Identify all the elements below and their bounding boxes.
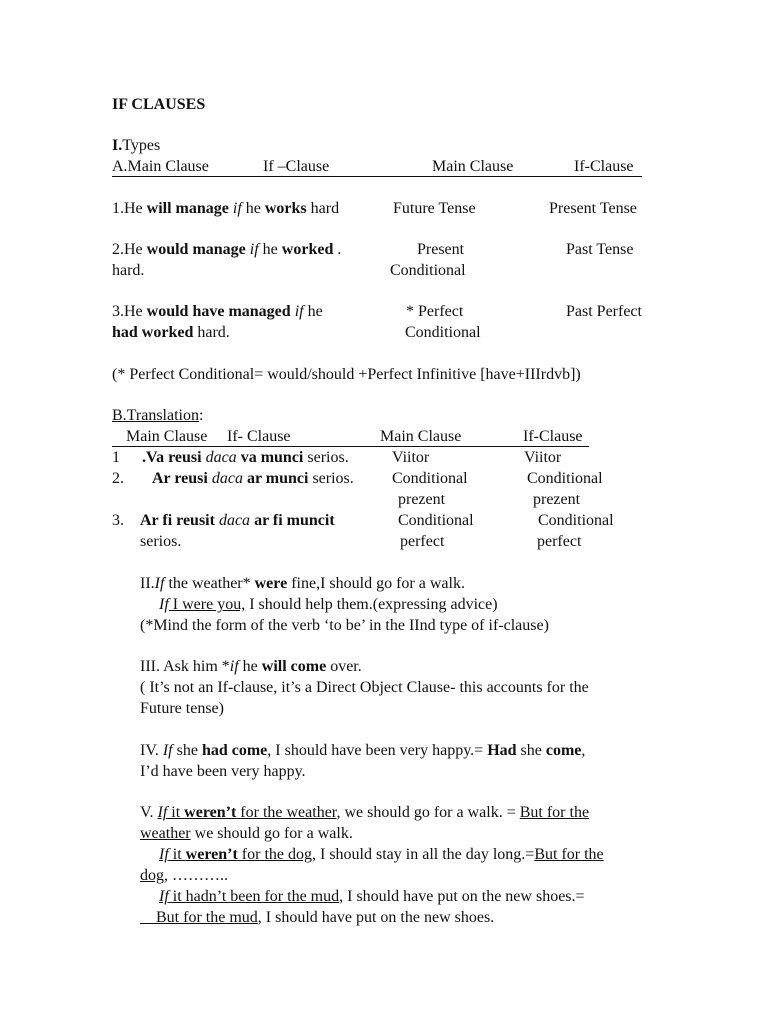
section-5-line-2: weather we should go for a walk. xyxy=(140,825,353,842)
section-2-note: (*Mind the form of the verb ‘to be’ in the IInd type of if-clause) xyxy=(140,617,549,634)
section-2-line-1: II.If the weather* were fine,I should go for a walk. xyxy=(140,575,465,592)
section-4-line-1: IV. If she had come, I should have been very happy.= Had she come, xyxy=(140,742,586,759)
example-2-main-tense-2: Conditional xyxy=(390,262,466,279)
section-2-line-2: If I were you, I should help them.(expressing advice) xyxy=(159,596,498,613)
example-3-if-tense: Past Perfect xyxy=(566,303,642,320)
section-5-line-5: If it hadn’t been for the mud, I should have put on the new shoes.= xyxy=(159,888,585,905)
translation-row-3-cont: serios. xyxy=(140,533,182,550)
translation-row-2-if-1: Conditional xyxy=(527,470,603,487)
translation-row-3-if-2: perfect xyxy=(537,533,582,550)
example-1-main-tense: Future Tense xyxy=(393,200,476,217)
example-2-cont: hard. xyxy=(112,262,145,279)
translation-header-row xyxy=(112,427,589,447)
header-if-clause-tense: If-Clause xyxy=(574,158,634,175)
tr-header-if-clause: If- Clause xyxy=(227,428,291,445)
page-title: IF CLAUSES xyxy=(112,96,206,113)
example-3-cont: had worked hard. xyxy=(112,324,230,341)
tr-header-main-tense: Main Clause xyxy=(380,428,462,445)
header-if-clause: If –Clause xyxy=(263,158,330,175)
example-3: 3.He would have managed if he xyxy=(112,303,323,320)
example-3-main-tense-1: * Perfect xyxy=(406,303,464,320)
section-4-line-2: I’d have been very happy. xyxy=(140,763,306,780)
translation-row-3-num: 3. xyxy=(112,512,124,529)
translation-row-1-num: 1 xyxy=(112,449,120,466)
translation-row-3-main-2: perfect xyxy=(400,533,445,550)
translation-row-1: .Va reusi daca va munci serios. xyxy=(142,449,349,466)
section-5-line-4: dog, ……….. xyxy=(140,867,228,884)
section-5-line-6: But for the mud, I should have put on the new shoes. xyxy=(140,909,495,926)
translation-row-3-main-1: Conditional xyxy=(398,512,474,529)
section-3-line-1: III. Ask him *if he will come over. xyxy=(140,658,362,675)
example-3-main-tense-2: Conditional xyxy=(405,324,481,341)
tr-header-main-clause: Main Clause xyxy=(126,428,208,445)
example-1-if-tense: Present Tense xyxy=(549,200,637,217)
translation-row-1-if: Viitor xyxy=(524,449,562,466)
example-2-if-tense: Past Tense xyxy=(566,241,634,258)
translation-row-2-if-2: prezent xyxy=(533,491,581,508)
example-2-main-tense-1: Present xyxy=(417,241,465,258)
perfect-conditional-note: (* Perfect Conditional= would/should +Perfect Infinitive [have+IIIrdvb]) xyxy=(112,366,581,383)
translation-heading: B.Translation: xyxy=(112,407,204,424)
header-main-clause: A.Main Clause xyxy=(112,158,209,175)
section-5-line-3: If it weren’t for the dog, I should stay in all the day long.=But for the xyxy=(159,846,604,863)
example-1: 1.He will manage if he works hard xyxy=(112,200,340,217)
types-header-row xyxy=(112,157,642,177)
example-2: 2.He would manage if he worked . xyxy=(112,241,342,258)
translation-row-2: Ar reusi daca ar munci serios. xyxy=(152,470,354,487)
section-3-note-1: ( It’s not an If-clause, it’s a Direct Object Clause- this accounts for the xyxy=(140,679,589,696)
section-5-line-1: V. If it weren’t for the weather, we should go for a walk. = But for the xyxy=(140,804,590,821)
translation-row-2-main-2: prezent xyxy=(398,491,446,508)
translation-row-2-main-1: Conditional xyxy=(392,470,468,487)
header-main-clause-tense: Main Clause xyxy=(432,158,514,175)
translation-row-3: Ar fi reusit daca ar fi muncit xyxy=(140,512,335,529)
translation-row-2-num: 2. xyxy=(112,470,124,487)
section-1-heading: I.Types xyxy=(112,137,161,154)
section-3-note-2: Future tense) xyxy=(140,700,224,717)
tr-header-if-tense: If-Clause xyxy=(523,428,583,445)
translation-row-1-main: Viitor xyxy=(392,449,430,466)
translation-row-3-if-1: Conditional xyxy=(538,512,614,529)
